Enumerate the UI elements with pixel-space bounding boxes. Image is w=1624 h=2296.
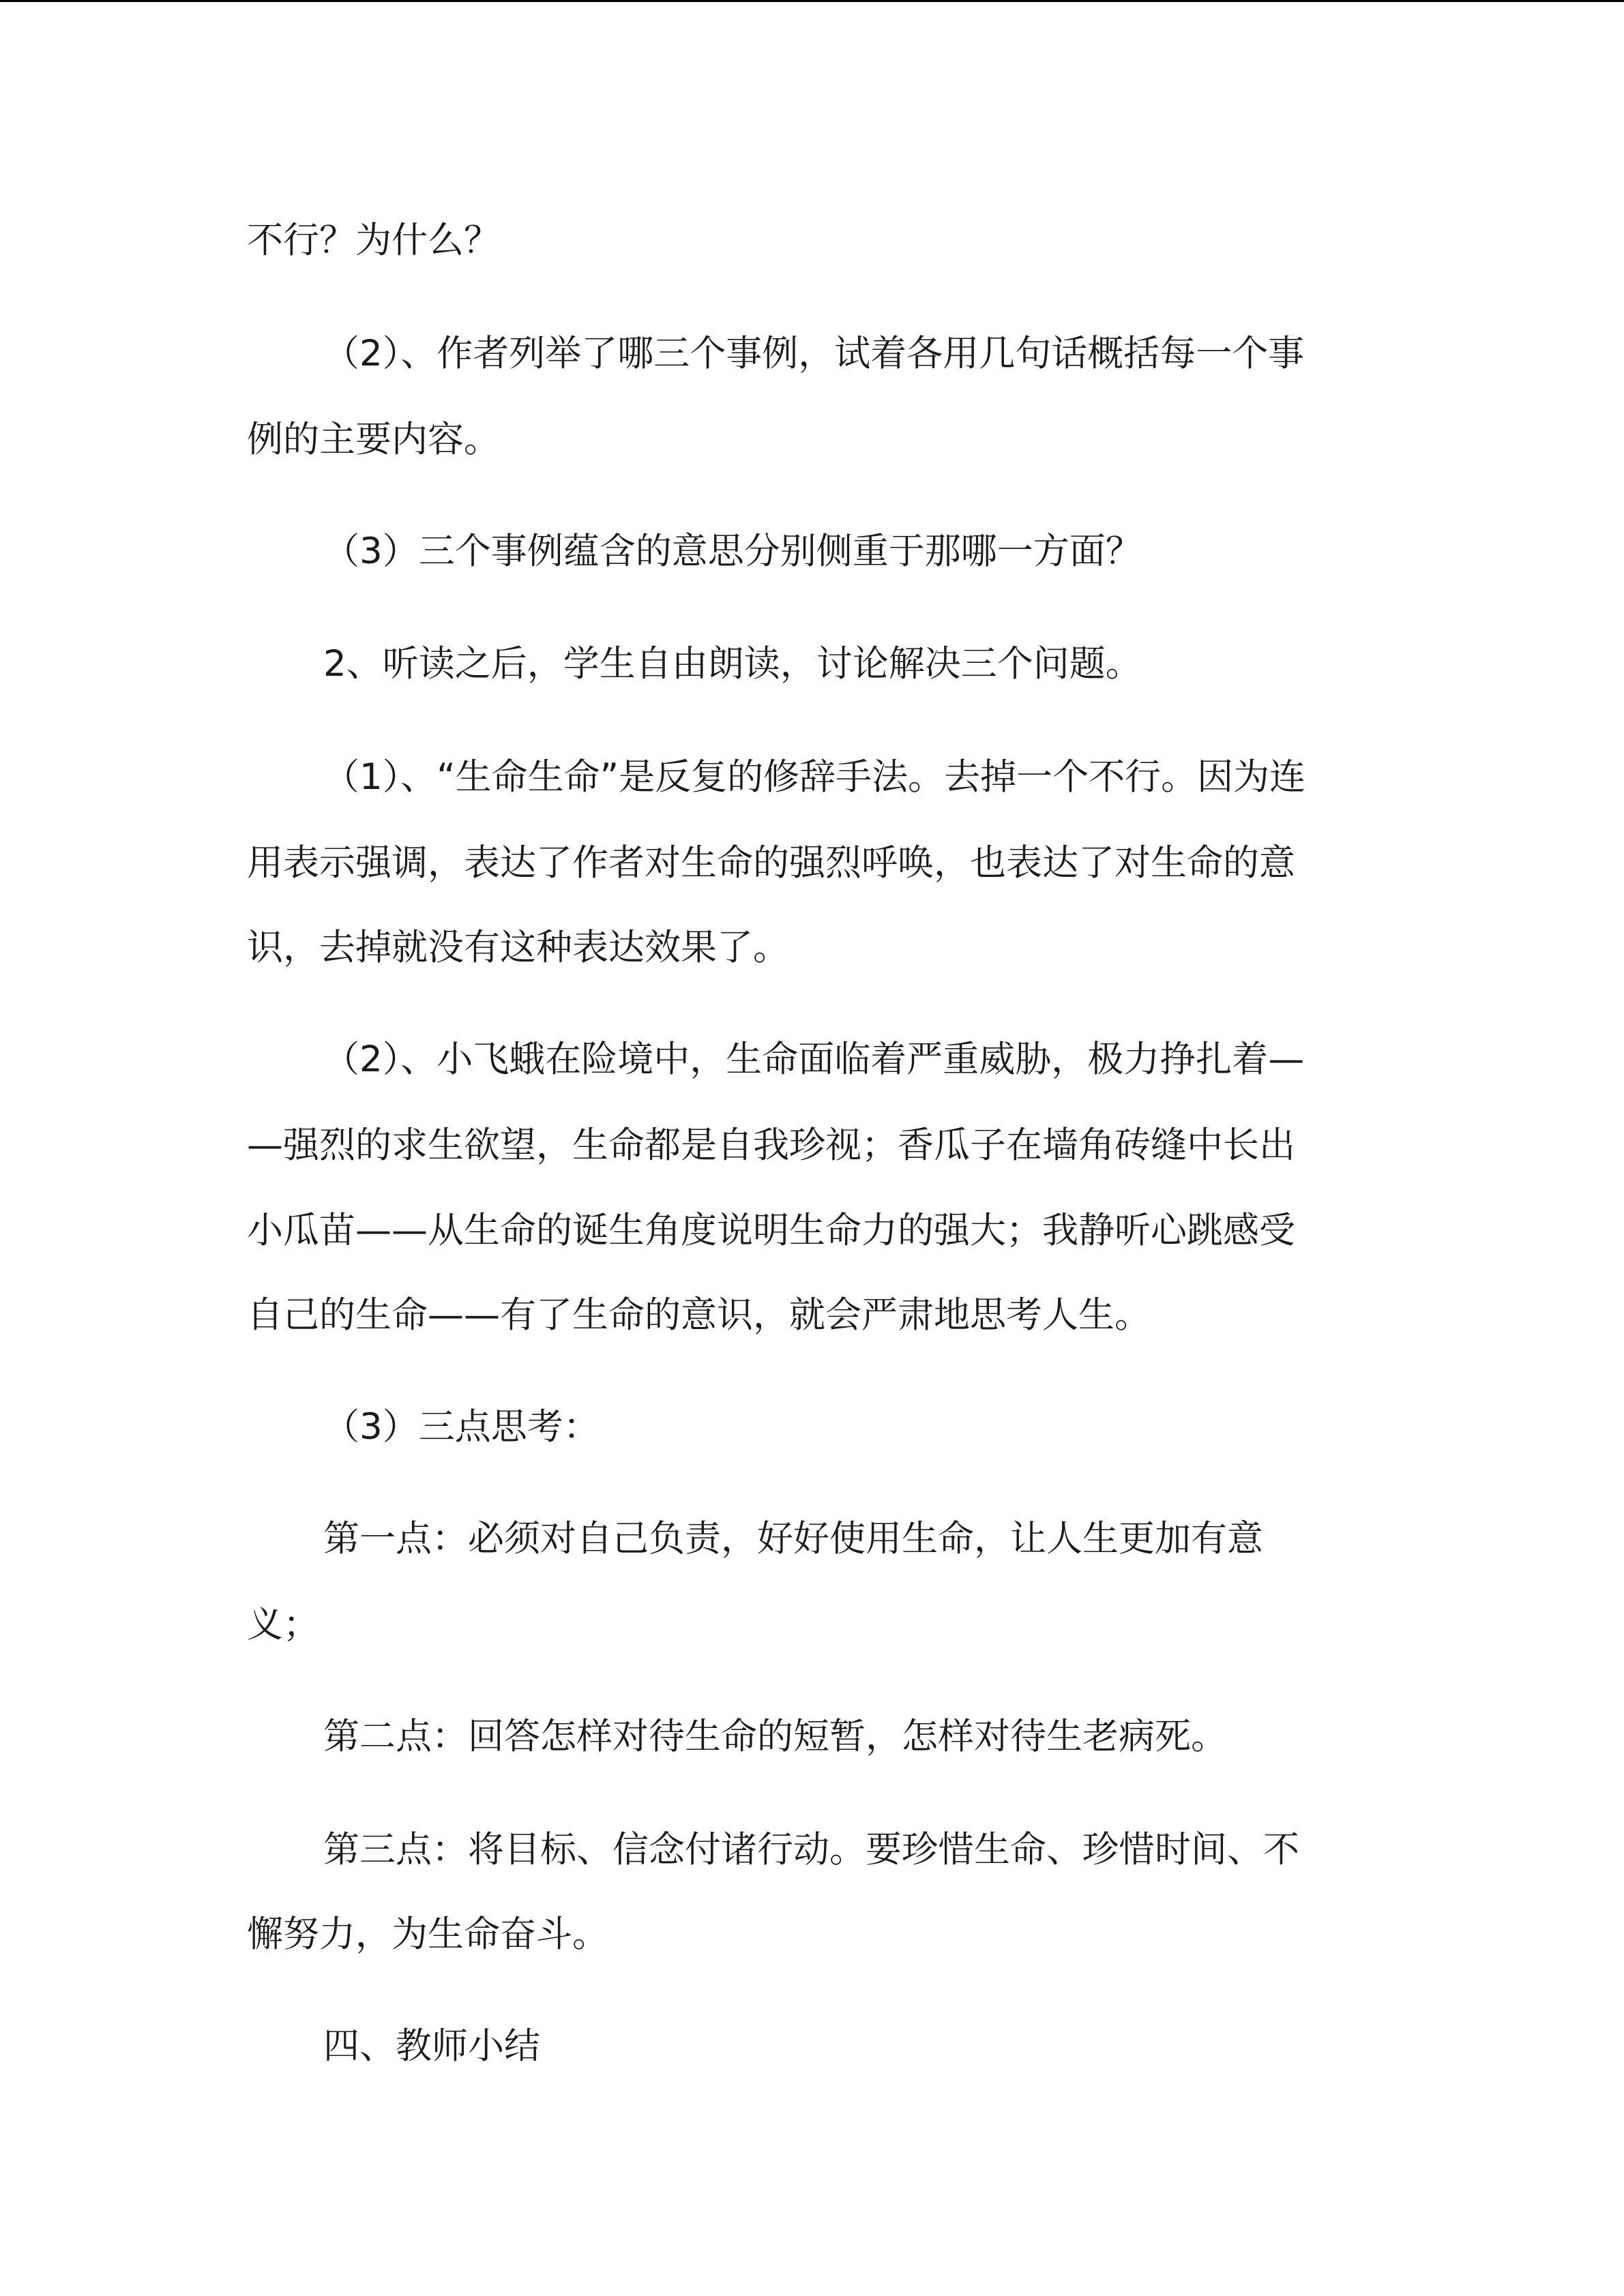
text-line: （3）三个事例蕴含的意思分别侧重于那哪一方面？ bbox=[323, 531, 1142, 572]
text-line: 第二点：回答怎样对待生命的短暂，怎样对待生老病死。 bbox=[323, 1716, 1227, 1757]
text-line: 不行？为什么？ bbox=[247, 220, 500, 261]
text-line: —强烈的求生欲望，生命都是自我珍视；香瓜子在墙角砖缝中长出 bbox=[247, 1124, 1295, 1166]
text-line: 用表示强调，表达了作者对生命的强烈呼唤，也表达了对生命的意 bbox=[247, 842, 1295, 884]
text-line: 自己的生命——有了生命的意识，就会严肃地思考人生。 bbox=[247, 1294, 1151, 1336]
text-line: 2、听读之后，学生自由朗读，讨论解决三个问题。 bbox=[323, 643, 1142, 685]
text-line: （2）、小飞蛾在险境中，生命面临着严重威胁，极力挣扎着— bbox=[323, 1039, 1305, 1080]
text-line: （3）三点思考： bbox=[323, 1406, 600, 1448]
text-line: （1）、“生命生命”是反复的修辞手法。去掉一个不行。因为连 bbox=[323, 756, 1306, 798]
text-line: （2）、作者列举了哪三个事例，试着各用几句话概括每一个事 bbox=[323, 333, 1305, 374]
text-line: 识，去掉就没有这种表达效果了。 bbox=[247, 927, 789, 968]
text-line: 义； bbox=[247, 1604, 319, 1645]
text-line: 懈努力，为生命奋斗。 bbox=[247, 1913, 608, 1955]
text-line: 例的主要内容。 bbox=[247, 419, 500, 460]
text-line: 第三点：将目标、信念付诸行动。要珍惜生命、珍惜时间、不 bbox=[323, 1829, 1299, 1870]
text-line: 第一点：必须对自己负责，好好使用生命，让人生更加有意 bbox=[323, 1518, 1263, 1560]
text-line: 四、教师小结 bbox=[323, 2025, 540, 2067]
text-line: 小瓜苗——从生命的诞生角度说明生命力的强大；我静听心跳感受 bbox=[247, 1210, 1295, 1251]
